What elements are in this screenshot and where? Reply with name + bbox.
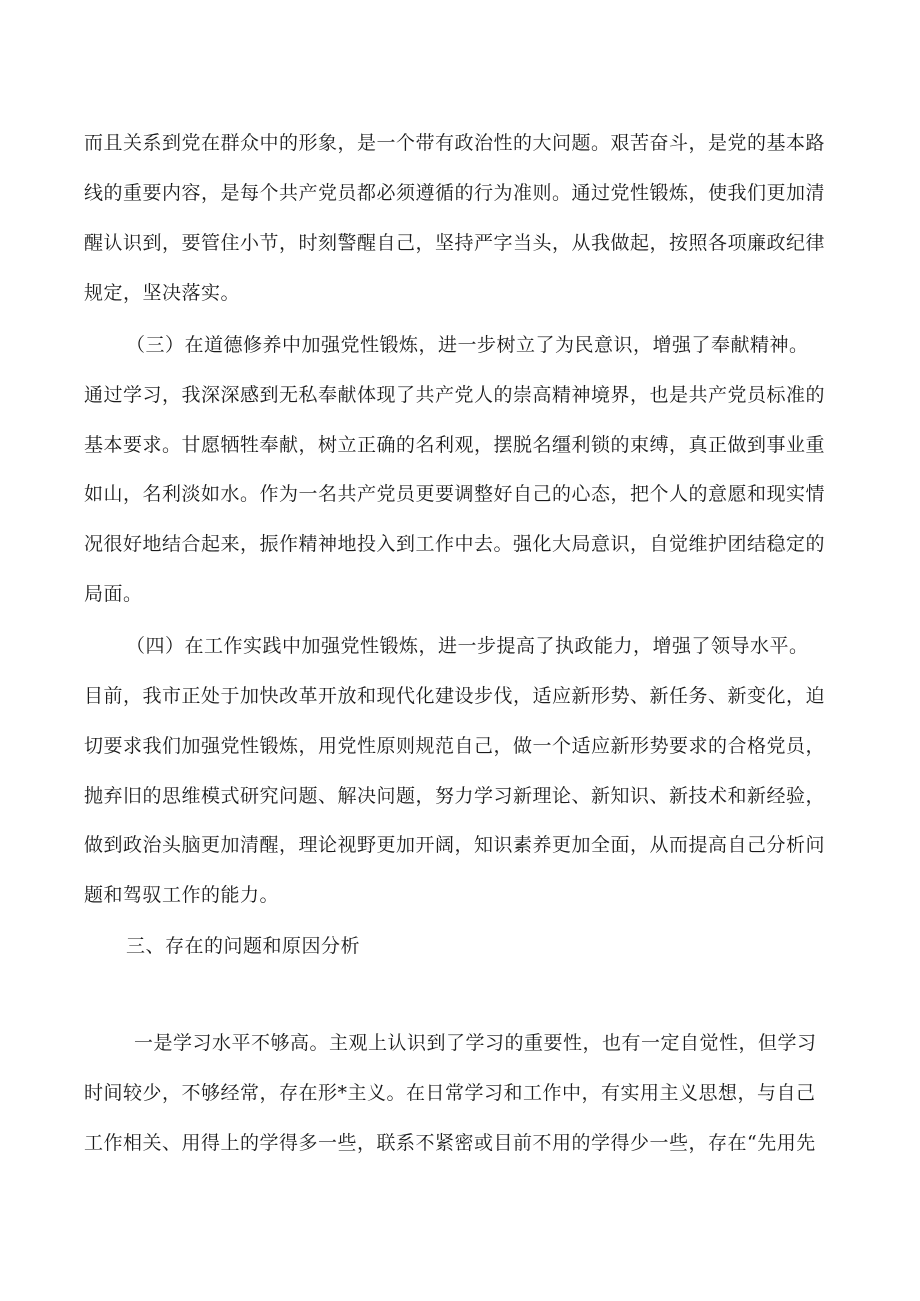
paragraph-line: 抛弃旧的思维模式研究问题、解决问题，努力学习新理论、新知识、新技术和新经验，: [84, 785, 826, 807]
paragraph-line: 局面。: [84, 583, 143, 605]
paragraph-line: 目前，我市正处于加快改革开放和现代化建设步伐，适应新形势、新任务、新变化，迫: [84, 685, 826, 707]
paragraph-line: 线的重要内容，是每个共产党员都必须遵循的行为准则。通过党性锻炼，使我们更加清: [84, 182, 826, 204]
paragraph-line: 如山，名利淡如水。作为一名共产党员更要调整好自己的心态，把个人的意愿和现实情: [84, 483, 826, 505]
paragraph-line: 规定，坚决落实。: [84, 282, 241, 304]
paragraph-line: 基本要求。甘愿牺牲奉献，树立正确的名利观，摆脱名缰利锁的束缚，真正做到事业重: [84, 434, 826, 456]
paragraph-line: （四）在工作实践中加强党性锻炼，进一步提高了执政能力，增强了领导水平。: [126, 635, 809, 657]
paragraph-line: 切要求我们加强党性锻炼，用党性原则规范自己，做一个适应新形势要求的合格党员，: [84, 735, 826, 757]
paragraph-line: 一是学习水平不够高。主观上认识到了学习的重要性，也有一定自觉性，但学习: [134, 1032, 817, 1054]
paragraph-line: 而且关系到党在群众中的形象，是一个带有政治性的大问题。艰苦奋斗，是党的基本路: [84, 132, 826, 154]
paragraph-line: 工作相关、用得上的学得多一些，联系不紧密或目前不用的学得少一些，存在“先用先: [84, 1132, 816, 1154]
paragraph-line: 做到政治头脑更加清醒，理论视野更加开阔，知识素养更加全面，从而提高自己分析问: [84, 834, 826, 856]
paragraph-line: 时间较少，不够经常，存在形*主义。在日常学习和工作中，有实用主义思想，与自己: [84, 1082, 816, 1104]
paragraph-line: 醒认识到，要管住小节，时刻警醒自己，坚持严字当头，从我做起，按照各项廉政纪律: [84, 232, 826, 254]
paragraph-line: 题和驾驭工作的能力。: [84, 884, 280, 906]
paragraph-line: 况很好地结合起来，振作精神地投入到工作中去。强化大局意识，自觉维护团结稳定的: [84, 533, 826, 555]
paragraph-line: 通过学习，我深深感到无私奉献体现了共产党人的崇高精神境界，也是共产党员标准的: [84, 384, 826, 406]
paragraph-line: （三）在道德修养中加强党性锻炼，进一步树立了为民意识，增强了奉献精神。: [126, 334, 809, 356]
section-heading: 三、存在的问题和原因分析: [126, 935, 361, 957]
